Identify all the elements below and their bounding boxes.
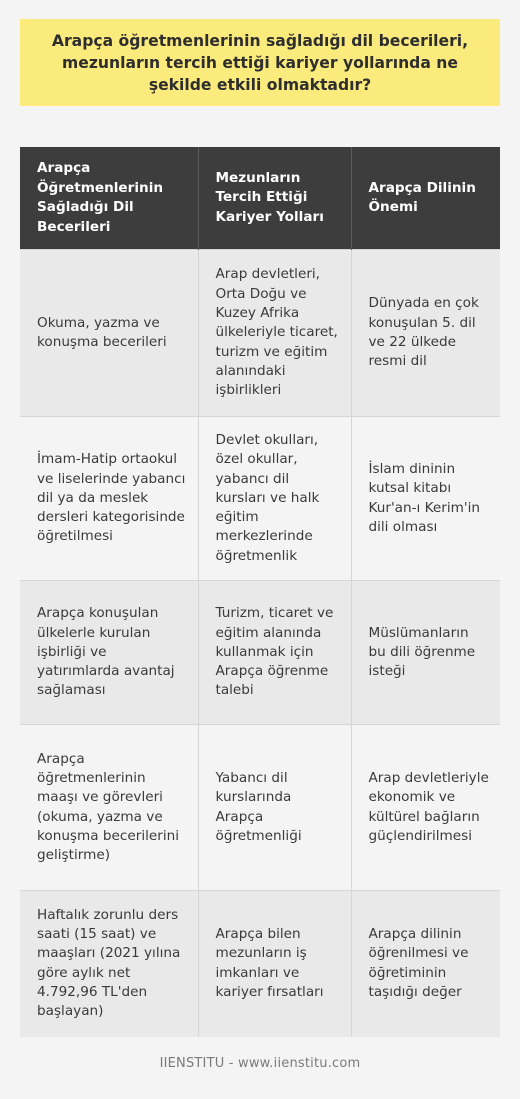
table-row [20,581,500,725]
table-cell: Müslümanların bu dili öğrenme isteği [351,581,500,725]
table-row [20,725,500,891]
question-banner [20,19,500,106]
header-language-importance: Arapça Dilinin Önemi [351,147,500,250]
table-cell: Devlet okulları, özel okullar, yabancı dil kursları ve halk eğitim merkezlerinde öğretmenlik [198,417,351,581]
table-cell: İmam-Hatip ortaokul ve liselerinde yabancı dil ya da meslek dersleri kategorisinde öğretilmesi [20,417,198,581]
table-cell: Turizm, ticaret ve eğitim alanında kullanmak için Arapça öğrenme talebi [198,581,351,725]
table-cell: Arap devletleriyle ekonomik ve kültürel bağların güçlendirilmesi [351,725,500,891]
table-row [20,417,500,581]
table-cell: Dünyada en çok konuşulan 5. dil ve 22 ülkede resmi dil [351,250,500,417]
table-cell: Haftalık zorunlu ders saati (15 saat) ve maaşları (2021 yılına göre aylık net 4.792,96 TL'den başlayan) [20,891,198,1037]
header-language-skills: Arapça Öğretmenlerinin Sağladığı Dil Becerileri [20,147,198,250]
comparison-table [20,147,500,1037]
table-cell: Okuma, yazma ve konuşma becerileri [20,250,198,417]
table-cell: Yabancı dil kurslarında Arapça öğretmenliği [198,725,351,891]
footer-credit: IIENSTITU - www.iienstitu.com [159,1056,361,1071]
table-header-row [20,147,500,250]
table-cell: Arapça dilinin öğrenilmesi ve öğretiminin taşıdığı değer [351,891,500,1037]
table-cell: İslam dininin kutsal kitabı Kur'an-ı Kerim'in dili olması [351,417,500,581]
header-career-paths: Mezunların Tercih Ettiği Kariyer Yolları [198,147,351,250]
table-cell: Arapça bilen mezunların iş imkanları ve kariyer fırsatları [198,891,351,1037]
table-cell: Arap devletleri, Orta Doğu ve Kuzey Afrika ülkeleriyle ticaret, turizm ve eğitim alanındaki işbirlikleri [198,250,351,417]
table-cell: Arapça konuşulan ülkelerle kurulan işbirliği ve yatırımlarda avantaj sağlaması [20,581,198,725]
table-cell: Arapça öğretmenlerinin maaşı ve görevleri (okuma, yazma ve konuşma becerilerini geliştirme) [20,725,198,891]
question-text: Arapça öğretmenlerinin sağladığı dil becerileri, mezunların tercih ettiği kariyer yollarında ne şekilde etkili olmaktadır? [51,31,469,94]
table-row [20,250,500,417]
table-row [20,891,500,1037]
